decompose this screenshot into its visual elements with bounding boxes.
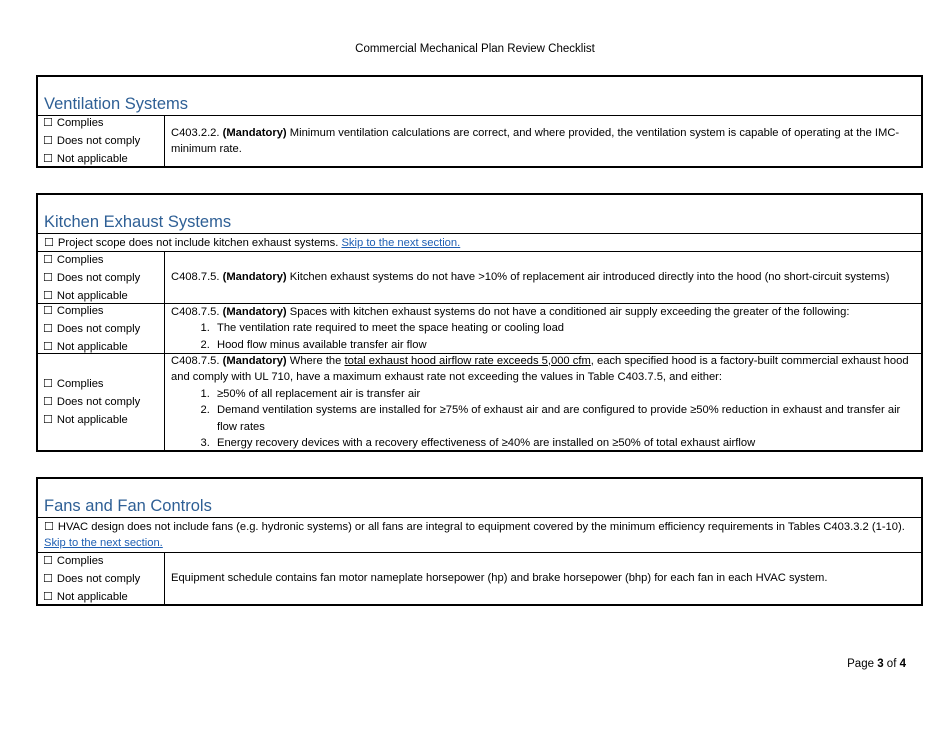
complies-option[interactable]: ☐ Complies [43, 303, 104, 317]
section-title: Ventilation Systems [44, 95, 188, 113]
checkbox-icon[interactable]: ☐ [43, 339, 53, 353]
compliance-options [38, 116, 165, 166]
fans-header [38, 479, 921, 518]
ventilation-section [36, 75, 923, 168]
requirement-text: C408.7.5. (Mandatory) Kitchen exhaust systems do not have >10% of replacement air introduced directly into the hood (no short-circuit systems) [171, 271, 890, 284]
requirement-text: C403.2.2. (Mandatory) Minimum ventilation calculations are correct, and where provided, the ventilation system is capable of operating at the IMC-minimum rate. [171, 126, 900, 155]
checkbox-icon[interactable]: ☐ [43, 321, 53, 335]
requirement-list [171, 386, 915, 452]
fans-section [36, 477, 923, 606]
requirement-list [171, 320, 915, 353]
does-not-comply-option[interactable]: ☐ Does not comply [43, 395, 141, 408]
ventilation-header [38, 77, 921, 116]
document-title: Commercial Mechanical Plan Review Checklist [355, 43, 595, 55]
checkbox-icon[interactable]: ☐ [43, 303, 53, 317]
not-applicable-option[interactable]: ☐ Not applicable [43, 589, 128, 603]
not-applicable-option[interactable]: ☐ Not applicable [43, 413, 128, 426]
checkbox-icon[interactable]: ☐ [43, 553, 53, 567]
section-title: Kitchen Exhaust Systems [44, 213, 232, 231]
complies-option[interactable]: ☐ Complies [43, 116, 104, 129]
list-item: 2. Hood flow minus available transfer air flow [213, 337, 915, 354]
skip-link[interactable]: Skip to the next section. [341, 237, 461, 249]
checklist-row [38, 252, 921, 304]
checkbox-icon[interactable]: ☐ [43, 377, 53, 390]
checkbox-icon[interactable]: ☐ [43, 571, 53, 585]
requirement-text: C408.7.5. (Mandatory) Where the total exhaust hood airflow rate exceeds 5,000 cfm, each specified hood is a factory-built commercial exhaust hood and comply with UL 710, have a maximum exhaust rate not exceeding the values in Table C403.7.5, and either: 1. ≥50% of all replacement air is transfer air 2. Demand ventilation systems are installed for ≥75% of exhaust air and are configured to provide ≥50% reduction in exhaust and transfer air flow rates 3. Energy recovery devices with a recovery effectiveness of ≥40% are installed on ≥50% of total exhaust airflow [165, 354, 921, 450]
list-item: 1. ≥50% of all replacement air is transfer air [213, 386, 915, 403]
checkbox-icon[interactable]: ☐ [43, 288, 53, 302]
does-not-comply-option[interactable]: ☐ Does not comply [43, 571, 141, 585]
does-not-comply-option[interactable]: ☐ Does not comply [43, 321, 141, 335]
page-number: Page 3 of 4 [847, 658, 906, 670]
checkbox-icon[interactable]: ☐ [44, 236, 54, 249]
checkbox-icon[interactable]: ☐ [43, 152, 53, 165]
list-item: 2. Demand ventilation systems are installed for ≥75% of exhaust air and are configured to provide ≥50% reduction in exhaust and transfer air flow rates [213, 402, 915, 435]
complies-option[interactable]: ☐ Complies [43, 553, 104, 567]
scope-row [38, 234, 921, 252]
not-applicable-option[interactable]: ☐ Not applicable [43, 288, 128, 302]
scope-option[interactable]: ☐ Project scope does not include kitchen exhaust systems. Skip to the next section. [44, 236, 461, 249]
checkbox-icon[interactable]: ☐ [43, 270, 53, 284]
scope-row [38, 518, 921, 553]
not-applicable-option[interactable]: ☐ Not applicable [43, 152, 128, 165]
complies-option[interactable]: ☐ Complies [43, 377, 104, 390]
compliance-options [38, 354, 165, 450]
list-item: 3. Energy recovery devices with a recovery effectiveness of ≥40% are installed on ≥50% of total exhaust airflow [213, 435, 915, 452]
kitchen-header [38, 195, 921, 234]
does-not-comply-option[interactable]: ☐ Does not comply [43, 270, 141, 284]
checkbox-icon[interactable]: ☐ [43, 589, 53, 603]
checklist-row [38, 553, 921, 606]
requirement-text: Equipment schedule contains fan motor nameplate horsepower (hp) and brake horsepower (bhp) for each fan in each HVAC system. [171, 572, 828, 585]
not-applicable-option[interactable]: ☐ Not applicable [43, 339, 128, 353]
section-title: Fans and Fan Controls [44, 497, 212, 515]
checkbox-icon[interactable]: ☐ [43, 395, 53, 408]
kitchen-section [36, 193, 923, 452]
list-item: 1. The ventilation rate required to meet the space heating or cooling load [213, 320, 915, 337]
checkbox-icon[interactable]: ☐ [43, 413, 53, 426]
complies-option[interactable]: ☐ Complies [43, 252, 104, 266]
checkbox-icon[interactable]: ☐ [43, 252, 53, 266]
checkbox-icon[interactable]: ☐ [43, 116, 53, 129]
compliance-options [38, 553, 165, 604]
checkbox-icon[interactable]: ☐ [44, 519, 54, 533]
checklist-row [38, 354, 921, 452]
requirement-text: C408.7.5. (Mandatory) Spaces with kitchen exhaust systems do not have a conditioned air supply exceeding the greater of the following: 1. The ventilation rate required to meet the space heating or cooling load 2. Hood flow minus available transfer air flow [165, 304, 921, 353]
checklist-row [38, 304, 921, 354]
compliance-options [38, 252, 165, 303]
skip-link[interactable]: Skip to the next section. [44, 537, 163, 549]
scope-option[interactable]: ☐ HVAC design does not include fans (e.g. hydronic systems) or all fans are integral to equipment covered by the minimum efficiency requirements in Tables C403.3.2 (1-10). Skip to the next section. [44, 519, 905, 549]
checklist-row [38, 116, 921, 168]
compliance-options [38, 304, 165, 353]
checkbox-icon[interactable]: ☐ [43, 134, 53, 147]
does-not-comply-option[interactable]: ☐ Does not comply [43, 134, 141, 147]
